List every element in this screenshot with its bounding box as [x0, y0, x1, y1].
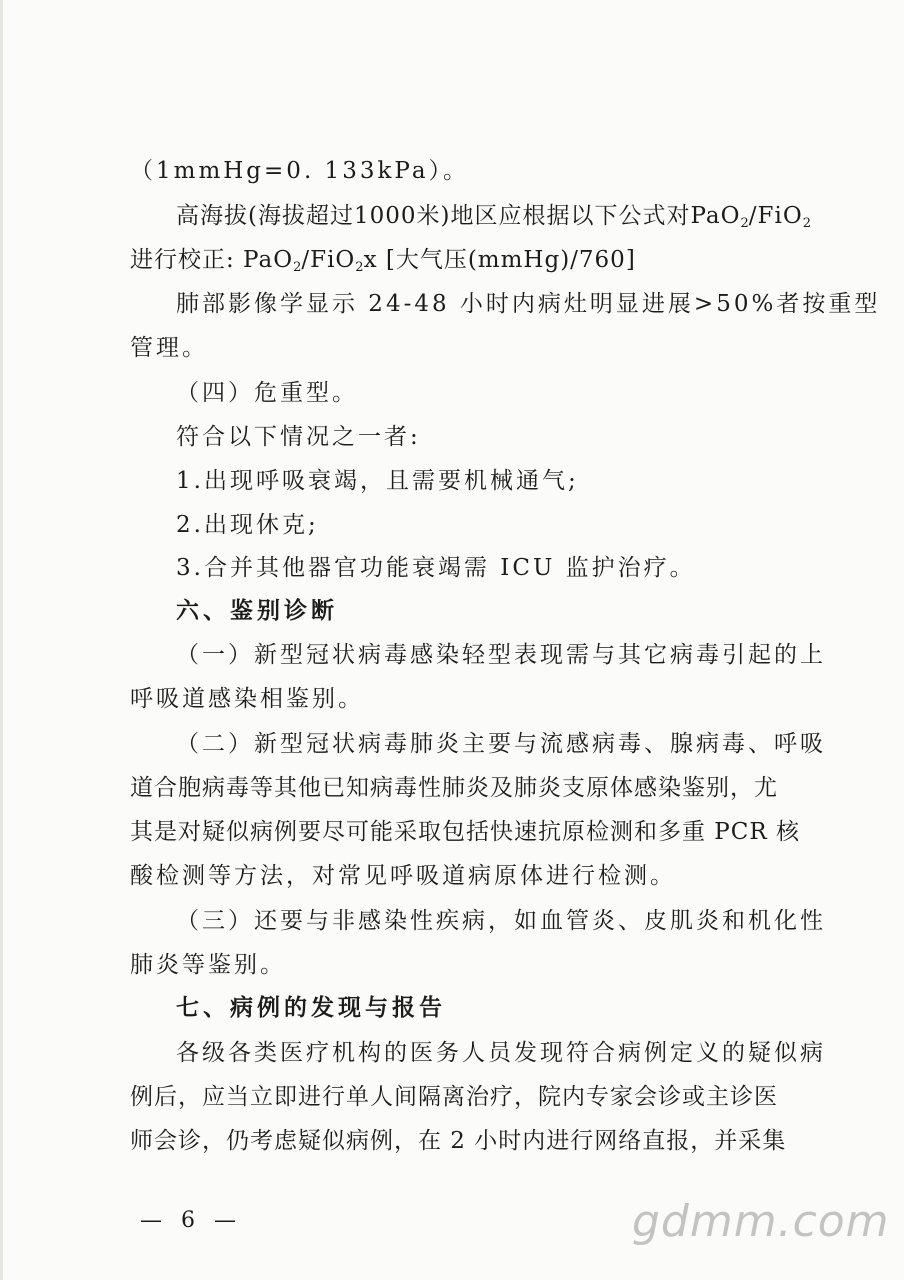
heading-case-discovery: 七、病例的发现与报告	[176, 994, 446, 1021]
text-line-diff-3a: （三）还要与非感染性疾病，如血管炎、皮肌炎和机化性	[176, 908, 826, 934]
text-line-criteria: 符合以下情况之一者:	[176, 424, 421, 450]
heading-differential-diagnosis: 六、鉴别诊断	[176, 597, 338, 624]
text-line-diff-1a: （一）新型冠状病毒感染轻型表现需与其它病毒引起的上	[176, 642, 826, 668]
text-segment: x [大气压(mmHg)/760]	[363, 247, 636, 273]
page-edge	[0, 0, 3, 1280]
section-critical-type: （四）危重型。	[176, 380, 358, 406]
text-line-correction	[130, 245, 790, 283]
text-line-diff-2b: 道合胞病毒等其他已知病毒性肺炎及肺炎支原体感染鉴别，尤	[130, 775, 778, 801]
text-line-management: 管理。	[130, 335, 208, 361]
subscript: 2	[802, 216, 811, 231]
text-line-diff-1b: 呼吸道感染相鉴别。	[130, 686, 364, 712]
text-line-report-1: 各级各类医疗机构的医务人员发现符合病例定义的疑似病	[176, 1040, 826, 1066]
text-segment: 进行校正: PaO	[130, 247, 294, 273]
text-line-unit-conversion: （1mmHg=0. 133kPa）。	[130, 158, 470, 184]
watermark: gdmm.com	[632, 1196, 890, 1247]
text-line-diff-2d: 酸检测等方法，对常见呼吸道病原体进行检测。	[130, 863, 676, 889]
subscript: 2	[293, 260, 302, 275]
text-segment: /FiO	[748, 203, 803, 229]
text-line-diff-3b: 肺炎等鉴别。	[130, 952, 286, 978]
text-line-report-2: 例后，应当立即进行单人间隔离治疗，院内专家会诊或主诊医	[130, 1084, 778, 1110]
page-number: — 6 —	[140, 1208, 242, 1233]
text-line-imaging: 肺部影像学显示 24-48 小时内病灶明显进展>50%者按重型	[176, 291, 881, 317]
text-line-report-3: 师会诊，仍考虑疑似病例，在 2 小时内进行网络直报，并采集	[130, 1128, 787, 1154]
text-segment: /FiO	[301, 247, 356, 273]
list-item-3: 3.合并其他器官功能衰竭需 ICU 监护治疗。	[176, 555, 696, 581]
text-line-diff-2c: 其是对疑似病例要尽可能采取包括快速抗原检测和多重 PCR 核	[130, 819, 801, 845]
list-item-2: 2.出现休克;	[176, 512, 319, 538]
list-item-1: 1.出现呼吸衰竭，且需要机械通气;	[176, 468, 579, 494]
text-line-high-altitude	[176, 201, 811, 239]
text-segment: 高海拔(海拔超过1000米)地区应根据以下公式对PaO	[176, 203, 741, 229]
subscript: 2	[355, 260, 364, 275]
subscript: 2	[740, 216, 749, 231]
text-line-diff-2a: （二）新型冠状病毒肺炎主要与流感病毒、腺病毒、呼吸	[176, 731, 826, 757]
